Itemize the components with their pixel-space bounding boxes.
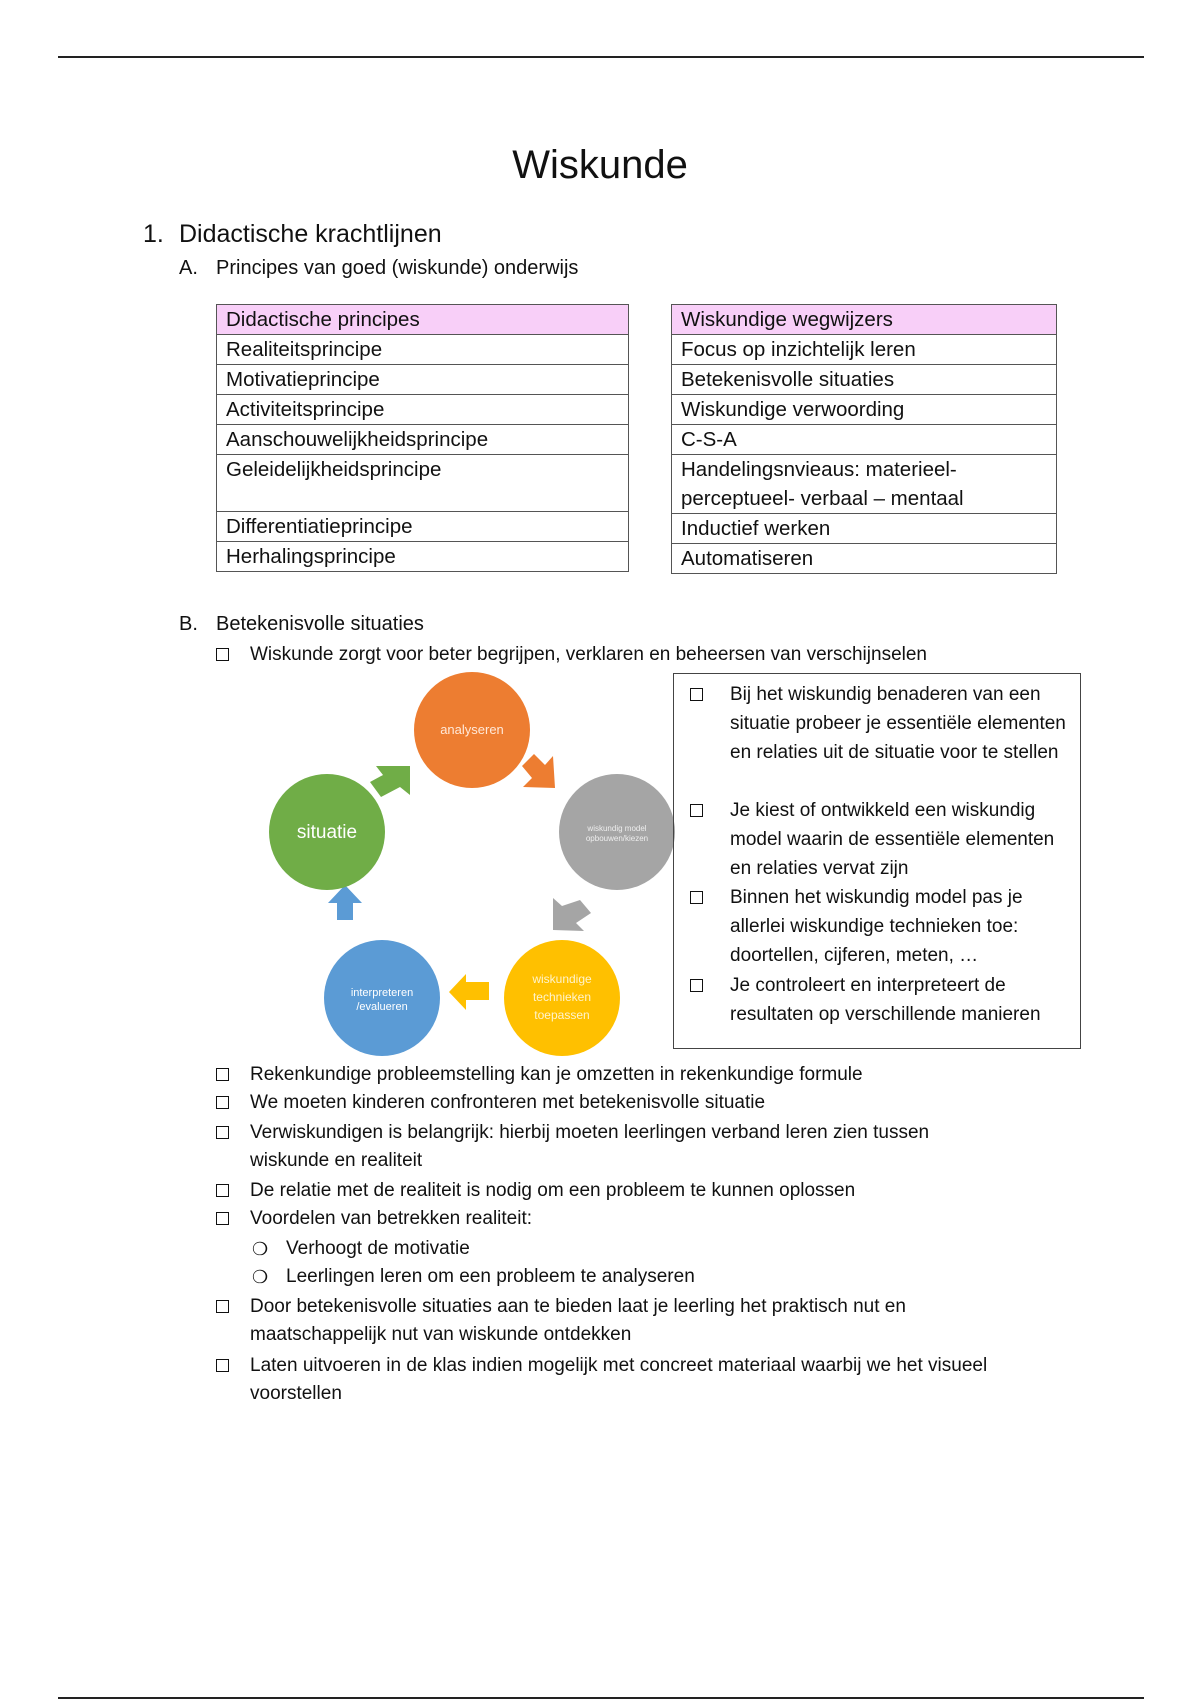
bottom-rule (58, 1697, 1144, 1699)
open-circle-icon: ❍ (252, 1267, 269, 1287)
model-label-line2: opbouwen/kiezen (585, 834, 649, 843)
checkbox-icon (216, 1184, 229, 1197)
arrow-down-left-icon (553, 898, 591, 931)
didactic-principles-table (216, 304, 629, 572)
checkbox-icon (690, 804, 703, 817)
table-header: Wiskundige wegwijzers (672, 305, 1057, 335)
math-cycle-diagram (240, 670, 680, 1060)
table-row: Handelingsnvieaus: materieel-perceptueel- verbaal – mentaal (672, 455, 1057, 514)
list-item: Bij het wiskundig benaderen van een situatie probeer je essentiële elementen en relaties uit de situatie voor te stellen (690, 680, 1070, 767)
section-1-number: 1. (143, 220, 164, 248)
math-guides-table (671, 304, 1057, 574)
list-item: Rekenkundige probleemstelling kan je omzetten in rekenkundige formule (216, 1061, 1056, 1089)
list-item: Binnen het wiskundig model pas je allerlei wiskundige technieken toe: doortellen, cijferen, meten, … (690, 883, 1070, 970)
table-row: Differentiatieprincipe (217, 512, 629, 542)
table-row: Activiteitsprincipe (217, 395, 629, 425)
technieken-label-line2: technieken (532, 990, 592, 1004)
top-rule (58, 56, 1144, 58)
table-row: Betekenisvolle situaties (672, 365, 1057, 395)
section-a-letter: A. (179, 257, 198, 279)
section-1-heading (143, 220, 442, 249)
table-row: Geleidelijkheidsprincipe (217, 455, 629, 512)
checkbox-icon (216, 1359, 229, 1372)
technieken-label-line1: wiskundige (532, 972, 592, 986)
list-item: Door betekenisvolle situaties aan te bieden laat je leerling het praktisch nut en maatschappelijk nut van wiskunde ontdekken (216, 1293, 976, 1349)
interpreteren-label-line2: /evalueren (356, 1001, 408, 1013)
arrow-up-right-icon (370, 766, 410, 797)
table-row: Realiteitsprincipe (217, 335, 629, 365)
list-item: Je controleert en interpreteert de resultaten op verschillende manieren (690, 971, 1070, 1029)
checkbox-icon (216, 1212, 229, 1225)
section-1-title: Didactische krachtlijnen (179, 220, 442, 248)
page-title: Wiskunde (512, 143, 688, 187)
open-circle-icon: ❍ (252, 1239, 269, 1259)
section-a-heading (179, 257, 578, 280)
checkbox-icon (216, 1126, 229, 1139)
arrow-left-icon (449, 974, 489, 1010)
section-b-title: Betekenisvolle situaties (216, 613, 424, 635)
analyseren-label: analyseren (440, 722, 504, 737)
sub-list-item: ❍ Leerlingen leren om een probleem te analyseren (252, 1263, 1032, 1291)
checkbox-icon (216, 1068, 229, 1081)
list-item: Je kiest of ontwikkeld een wiskundig model waarin de essentiële elementen en relaties vervat zijn (690, 796, 1070, 883)
checkbox-icon (216, 1096, 229, 1109)
checkbox-icon (690, 979, 703, 992)
model-label-line1: wiskundig model (587, 824, 647, 833)
checkbox-icon (690, 891, 703, 904)
table-header: Didactische principes (217, 305, 629, 335)
checkbox-icon (216, 1300, 229, 1313)
table-row: Wiskundige verwoording (672, 395, 1057, 425)
arrow-right-down-icon (522, 754, 555, 788)
section-b-heading (179, 613, 424, 636)
technieken-label-line3: toepassen (534, 1008, 590, 1022)
situatie-label: situatie (296, 822, 358, 843)
list-item: Laten uitvoeren in de klas indien mogelijk met concreet materiaal waarbij we het visueel voorstellen (216, 1352, 1076, 1408)
table-row: Motivatieprincipe (217, 365, 629, 395)
table-row: Focus op inzichtelijk leren (672, 335, 1057, 365)
list-item: We moeten kinderen confronteren met betekenisvolle situatie (216, 1089, 1056, 1117)
list-item: Voordelen van betrekken realiteit: (216, 1205, 1056, 1233)
arrow-up-icon (328, 885, 362, 920)
section-a-title: Principes van goed (wiskunde) onderwijs (216, 257, 579, 279)
list-item: De relatie met de realiteit is nodig om een probleem te kunnen oplossen (216, 1177, 1056, 1205)
table-row: Inductief werken (672, 514, 1057, 544)
interpreteren-label-line1: interpreteren (350, 987, 414, 999)
table-row: Automatiseren (672, 544, 1057, 574)
table-row: Herhalingsprincipe (217, 542, 629, 572)
checkbox-icon (690, 688, 703, 701)
sub-list-item: ❍ Verhoogt de motivatie (252, 1235, 1032, 1263)
list-item: Verwiskundigen is belangrijk: hierbij moeten leerlingen verband leren zien tussen wiskunde en realiteit (216, 1119, 996, 1175)
section-b-letter: B. (179, 613, 198, 635)
list-item: Wiskunde zorgt voor beter begrijpen, verklaren en beheersen van verschijnselen (216, 641, 1076, 669)
checkbox-icon (216, 648, 229, 661)
table-row: Aanschouwelijkheidsprincipe (217, 425, 629, 455)
table-row: C-S-A (672, 425, 1057, 455)
cycle-explanation-box (673, 673, 1081, 1049)
